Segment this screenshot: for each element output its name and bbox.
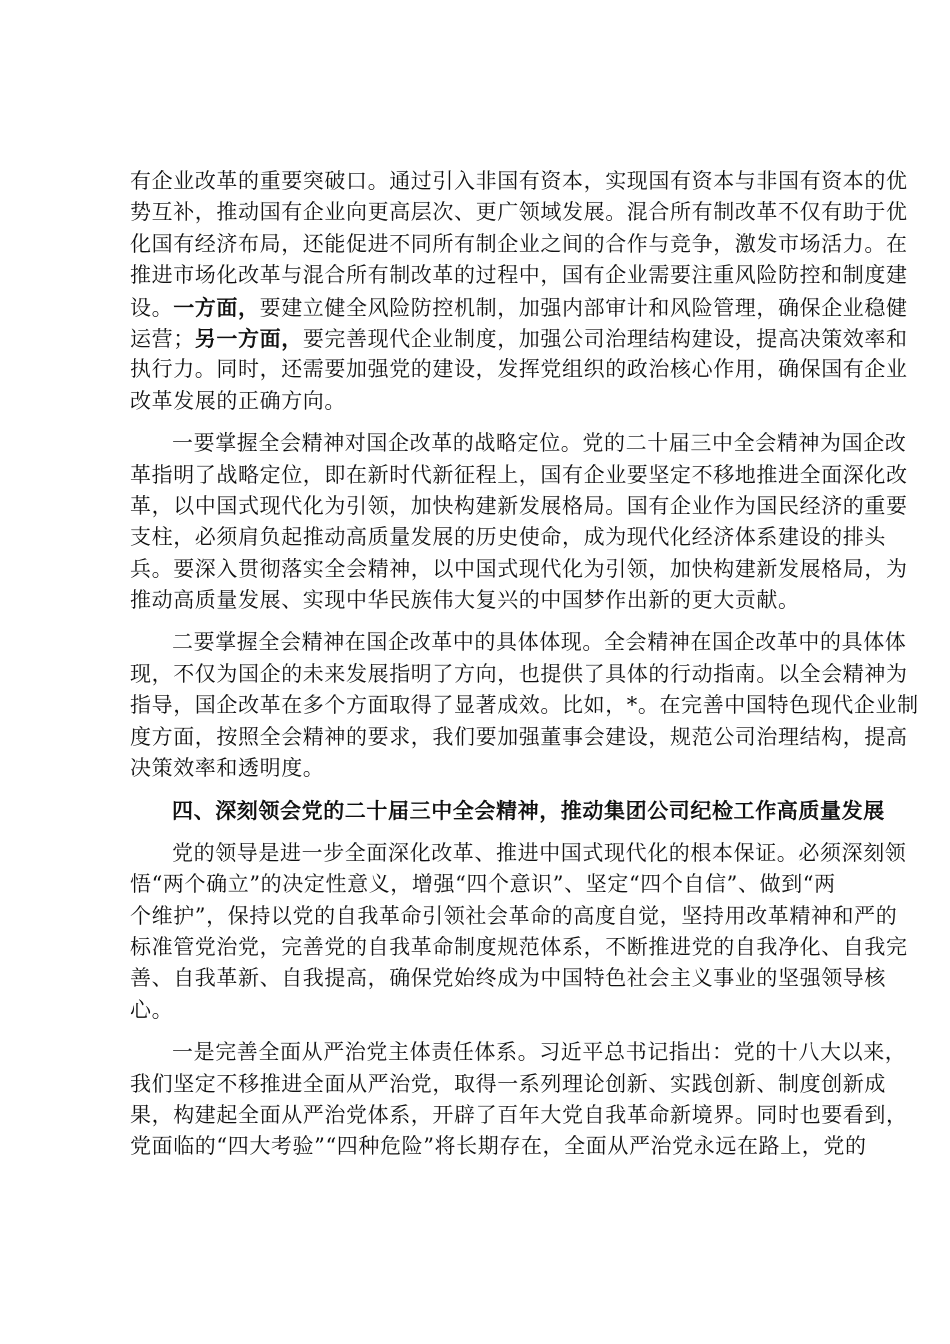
text-line xyxy=(130,869,836,900)
text-line xyxy=(130,260,908,291)
text-line xyxy=(130,585,830,616)
text-line xyxy=(130,522,886,553)
text-line xyxy=(130,690,919,721)
text-run: 现，不仅为国企的未来发展指明了方向，也提供了具体的行动指南。以全会精神为 xyxy=(130,661,908,686)
paragraph-responsibility-system xyxy=(130,1037,908,1163)
text-line xyxy=(130,932,908,963)
text-line xyxy=(130,428,907,459)
text-line xyxy=(130,354,908,385)
text-run: 一是完善全面从严治党主体责任体系。习近平总书记指出：党的十八大以来， xyxy=(172,1040,907,1065)
text-line xyxy=(130,838,907,869)
text-line xyxy=(130,554,908,585)
text-run: 兵。要深入贯彻落实全会精神，以中国式现代化为引领，加快构建新发展格局，为 xyxy=(130,556,908,581)
paragraph-party-leadership xyxy=(130,838,908,1026)
bold-text-run: 另一方面， xyxy=(194,325,303,351)
text-run: 运营； xyxy=(130,326,195,351)
text-line xyxy=(130,1131,867,1162)
paragraph-gap xyxy=(130,827,830,838)
document-page xyxy=(130,166,919,1163)
text-run: 决策效率和透明度。 xyxy=(130,756,325,781)
text-run: 要建立健全风险防控机制，加强内部审计和风险管理，确保企业稳健 xyxy=(259,295,908,320)
text-run: 势互补，推动国有企业向更高层次、更广领域发展。混合所有制改革不仅有助于优 xyxy=(130,200,908,225)
text-line xyxy=(130,722,908,753)
text-run: 我们坚定不移推进全面从严治党，取得一系列理论创新、实践创新、制度创新成 xyxy=(130,1071,886,1096)
text-line xyxy=(130,659,908,690)
text-line xyxy=(130,901,898,932)
text-run: 果，构建起全面从严治党体系，开辟了百年大党自我革命新境界。同时也要看到， xyxy=(130,1102,908,1127)
text-line xyxy=(130,1069,886,1100)
text-line xyxy=(130,627,907,658)
section-heading xyxy=(130,795,885,826)
text-run: 二要掌握全会精神在国企改革中的具体体现。全会精神在国企改革中的具体体 xyxy=(172,630,907,655)
paragraph-gap xyxy=(130,616,830,627)
bold-text-run: 四、深刻领会党的二十届三中全会精神，推动集团公司纪检工作高质量发展 xyxy=(172,798,885,824)
text-run: 心。 xyxy=(130,997,174,1022)
text-run: 善、自我革新、自我提高，确保党始终成为中国特色社会主义事业的坚强领导核 xyxy=(130,966,886,991)
section-heading-line xyxy=(130,795,885,826)
text-run: 支柱，必须肩负起推动高质量发展的历史使命，成为现代化经济体系建设的排头 xyxy=(130,525,886,550)
paragraph-concrete-embodiment xyxy=(130,627,919,784)
text-run: 革指明了战略定位，即在新时代新征程上，国有企业要坚定不移地推进全面深化改 xyxy=(130,462,908,487)
text-run: 度方面，按照全会精神的要求，我们要加强董事会建设，规范公司治理结构，提高 xyxy=(130,724,908,749)
paragraph-gap xyxy=(130,784,830,795)
paragraph-mixed-ownership-reform xyxy=(130,166,908,417)
text-run: 革，以中国式现代化为引领，加快构建新发展格局。国有企业作为国民经济的重要 xyxy=(130,493,908,518)
text-line xyxy=(130,323,908,354)
text-line xyxy=(130,753,830,784)
text-run: 悟“两个确立”的决定性意义，增强“四个意识”、坚定“四个自信”、做到“两 xyxy=(130,872,836,897)
text-line xyxy=(130,963,886,994)
text-run: 化国有经济布局，还能促进不同所有制企业之间的合作与竞争，激发市场活力。在 xyxy=(130,231,908,256)
text-line xyxy=(130,1100,908,1131)
text-line xyxy=(130,292,908,323)
text-run: 标准管党治党，完善党的自我革命制度规范体系，不断推进党的自我净化、自我完 xyxy=(130,934,908,959)
text-run: 执行力。同时，还需要加强党的建设，发挥党组织的政治核心作用，确保国有企业 xyxy=(130,357,908,382)
bold-text-run: 一方面， xyxy=(173,294,260,320)
text-line xyxy=(130,229,908,260)
text-line xyxy=(130,166,908,197)
text-run: 设。 xyxy=(130,295,174,320)
text-line xyxy=(130,1037,907,1068)
text-run: 个维护”，保持以党的自我革命引领社会革命的高度自觉，坚持用改革精神和严的 xyxy=(130,903,898,928)
text-run: 一要掌握全会精神对国企改革的战略定位。党的二十届三中全会精神为国企改 xyxy=(172,431,907,456)
text-run: 推进市场化改革与混合所有制改革的过程中，国有企业需要注重风险防控和制度建 xyxy=(130,263,908,288)
text-line xyxy=(130,460,908,491)
paragraph-gap xyxy=(130,1026,830,1037)
text-line xyxy=(130,995,830,1026)
paragraph-gap xyxy=(130,417,830,428)
text-run: 推动高质量发展、实现中华民族伟大复兴的中国梦作出新的更大贡献。 xyxy=(130,588,800,613)
text-run: 有企业改革的重要突破口。通过引入非国有资本，实现国有资本与非国有资本的优 xyxy=(130,169,908,193)
text-run: 改革发展的正确方向。 xyxy=(130,388,346,413)
text-run: 党面临的“四大考验”“四种危险”将长期存在，全面从严治党永远在路上，党的 xyxy=(130,1134,867,1159)
text-line xyxy=(130,386,830,417)
text-run: 要完善现代企业制度，加强公司治理结构建设，提高决策效率和 xyxy=(302,326,908,351)
text-line xyxy=(130,491,908,522)
text-line xyxy=(130,197,908,228)
paragraph-strategic-positioning xyxy=(130,428,908,616)
text-run: 指导，国企改革在多个方面取得了显著成效。比如，*。在完善中国特色现代企业制 xyxy=(130,693,919,718)
text-run: 党的领导是进一步全面深化改革、推进中国式现代化的根本保证。必须深刻领 xyxy=(172,840,907,865)
